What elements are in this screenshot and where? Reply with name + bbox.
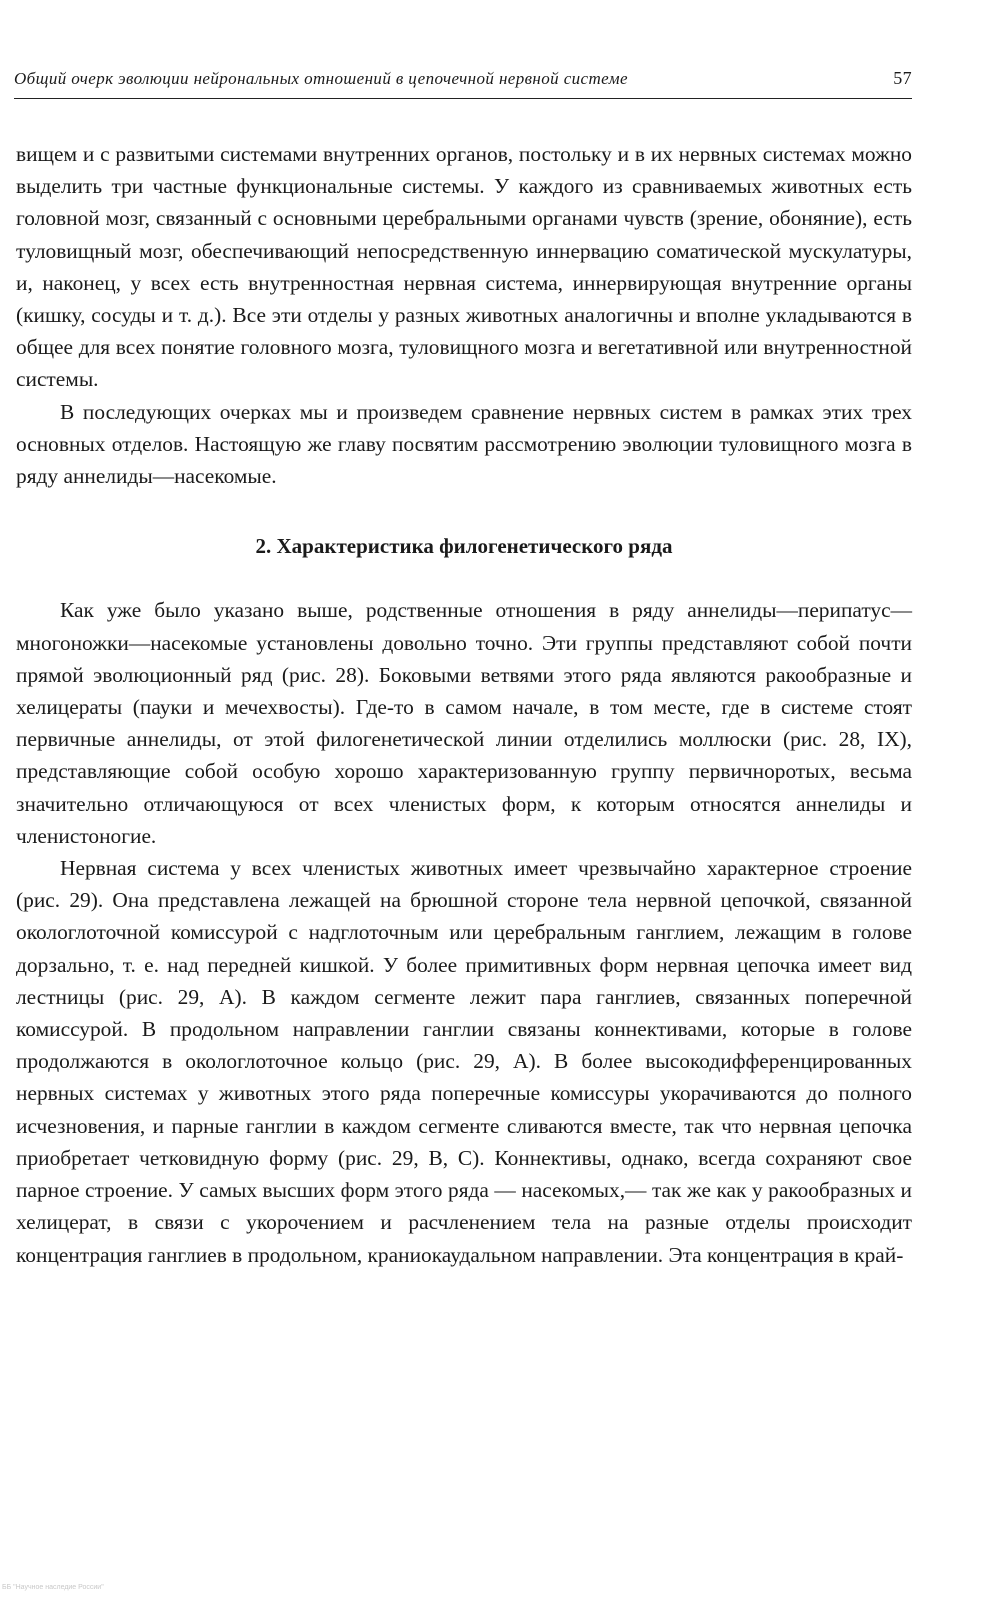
running-head [14,68,912,89]
body-text [16,138,912,1271]
paragraph: В последующих очерках мы и произведем сравнение нервных систем в рамках этих трех основных отделов. Настоящую же главу посвятим рассмотрению эволюции туловищного мозга в ряду аннелиды—насекомые. [16,399,912,489]
header-rule [14,98,912,99]
paragraph: Нервная система у всех членистых животных имеет чрезвычайно характерное строение (рис. 29). Она представлена лежащей на брюшной стороне тела нервной цепочкой, связанной окологлоточной комиссурой с надглоточным или церебральным ганглием, лежащим в голове дорзально, т. е. над передней кишкой. У более примитивных форм нервная цепочка имеет вид лестницы (рис. 29, A). В каждом сегменте лежит пара ганглиев, связанных поперечной комиссурой. В продольном направлении ганглии связаны коннективами, которые в голове продолжаются в окологлоточное кольцо (рис. 29, A). В более высокодифференцированных нервных системах у животных этого ряда поперечные комиссуры укорачиваются до полного исчезновения, и парные ганглии в каждом сегменте сливаются вместе, так что нервная цепочка приобретает четковидную форму (рис. 29, B, C). Коннективы, однако, всегда сохраняют свое парное строение. У самых высших форм этого ряда — насекомых,— так же как у ракообразных и хелицерат, в связи с укорочением и расчленением тела на разные отделы происходит концентрация ганглиев в продольном, краниокаудальном направлении. Эта концентрация в край- [16,856,912,1267]
section-heading: 2. Характеристика филогенетического ряда [255,534,673,559]
paragraph: вищем и с развитыми системами внутренних органов, постольку и в их нервных системах можно выделить три частные функциональные системы. У каждого из сравниваемых животных есть головной мозг, связанный с основными церебральными органами чувств (зрение, обоняние), есть туловищный мозг, обеспечивающий непосредственную иннервацию соматической мускулатуры, и, наконец, у всех есть внутренностная нервная система, иннервирующая внутренние органы (кишку, сосуды и т. д.). Все эти отделы у разных животных аналогичны и вполне укладываются в общее для всех понятие головного мозга, туловищного мозга и вегетативной или внутренностной системы. [16,142,912,392]
paragraph: Как уже было указано выше, родственные отношения в ряду аннелиды—перипатус—многоножки—насекомые установлены довольно точно. Эти группы представляют собой почти прямой эволюционный ряд (рис. 28). Боковыми ветвями этого ряда являются ракообразные и хелицераты (пауки и мечехвосты). Где-то в самом начале, в том месте, где в системе стоят первичные аннелиды, от этой филогенетической линии отделились моллюски (рис. 28, IX), представляющие собой особую хорошо характеризованную группу первичноротых, весьма значительно отличающуюся от всех членистых форм, к которым относятся аннелиды и членистоногие. [16,598,912,848]
running-title: Общий очерк эволюции нейрональных отношений в цепочечной нервной системе [14,69,628,88]
library-watermark: ББ "Научное наследие России" [2,1584,104,1591]
page-number: 57 [893,68,912,88]
